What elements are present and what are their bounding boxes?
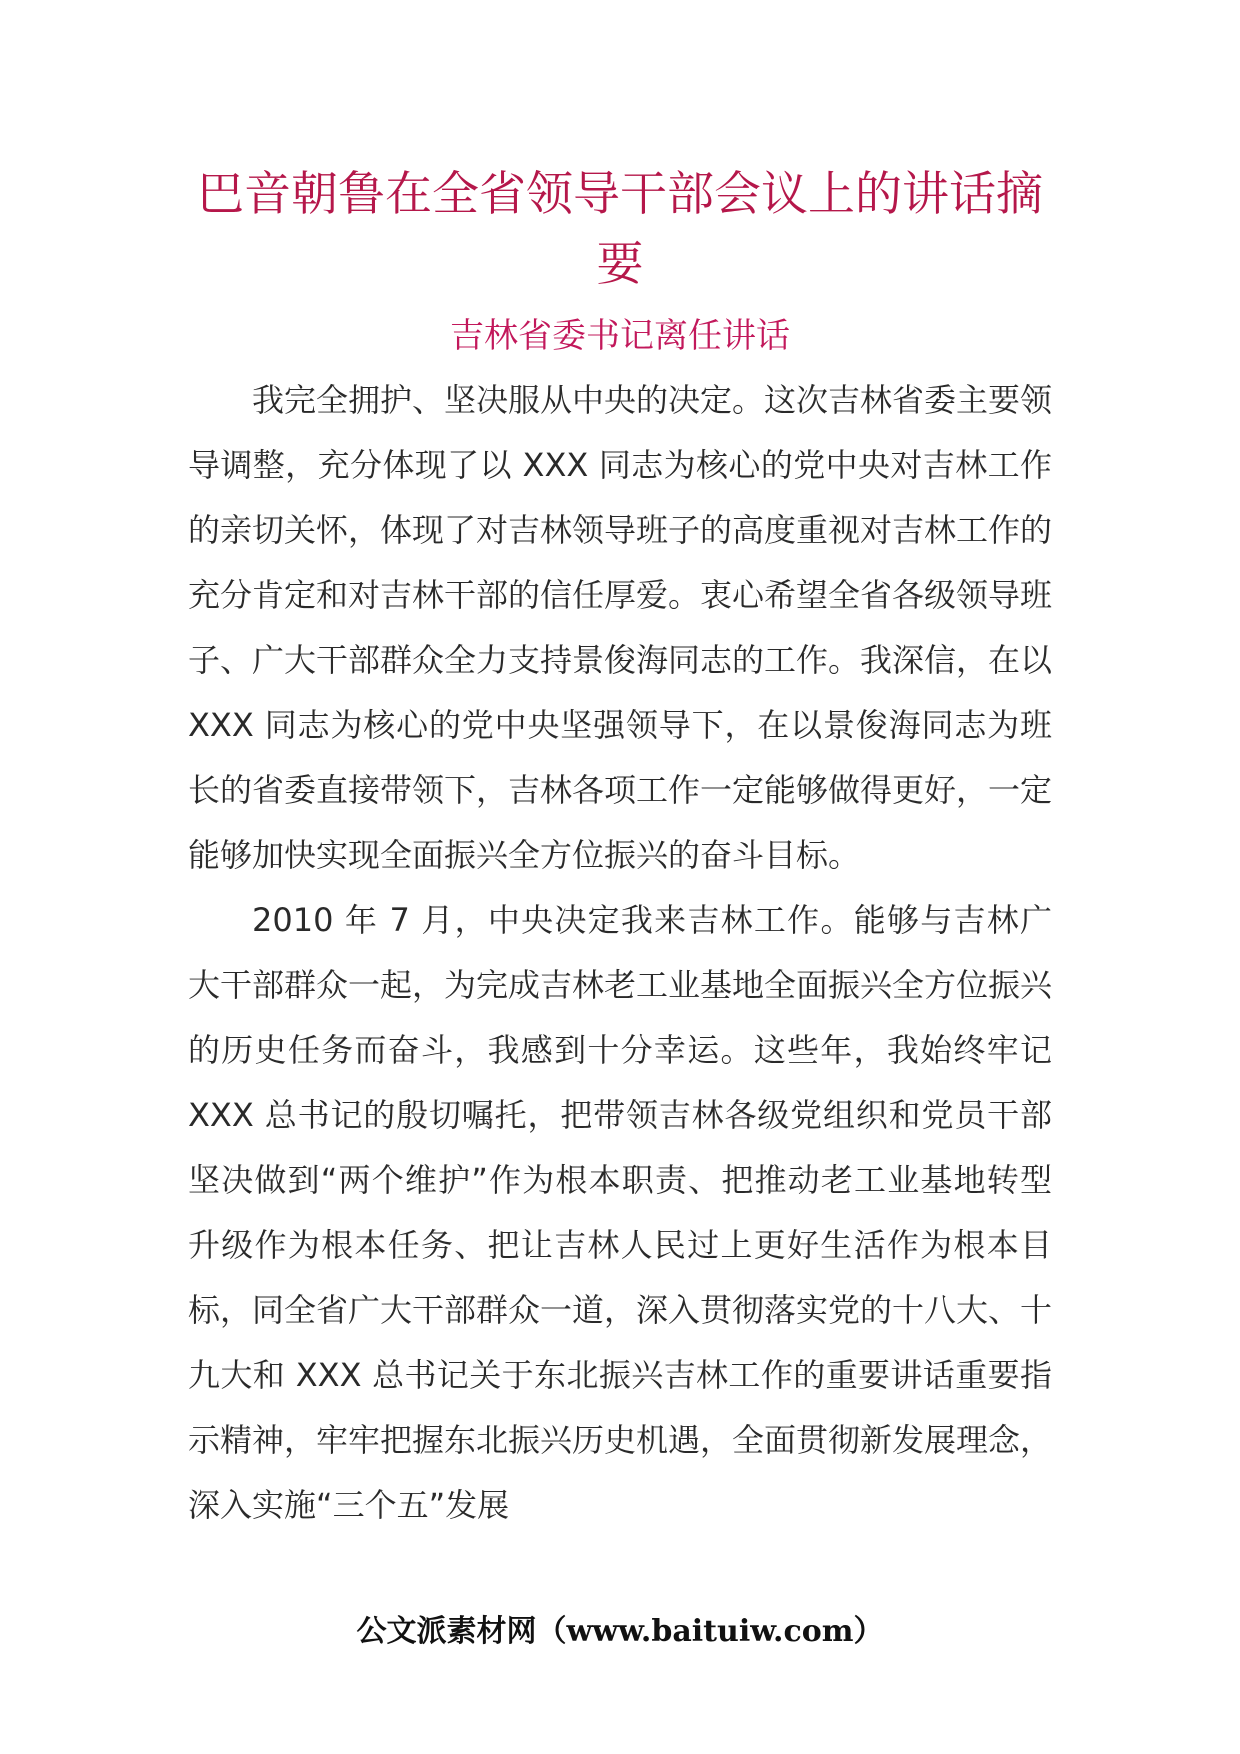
footer-source: 公文派素材网（www.baituiw.com） xyxy=(356,1614,884,1649)
document-body xyxy=(188,368,1052,1538)
body-paragraph-2: 2010 年 7 月，中央决定我来吉林工作。能够与吉林广大干部群众一起，为完成吉林老工业基地全面振兴全方位振兴的历史任务而奋斗，我感到十分幸运。这些年，我始终牢记 XXX 总书记的殷切嘱托，把带领吉林各级党组织和党员干部坚决做到“两个维护”作为根本职责、把推动老工业基地转型升级作为根本任务、把让吉林人民过上更好生活作为根本目标，同全省广大干部群众一道，深入贯彻落实党的十八大、十九大和 XXX 总书记关于东北振兴吉林工作的重要讲话重要指示精神，牢牢把握东北振兴历史机遇，全面贯彻新发展理念，深入实施“三个五”发展 xyxy=(188,901,1053,1524)
document-page xyxy=(188,160,1052,1538)
document-title: 巴音朝鲁在全省领导干部会议上的讲话摘要 xyxy=(197,167,1043,292)
body-paragraph-1: 我完全拥护、坚决服从中央的决定。这次吉林省委主要领导调整，充分体现了以 XXX 同志为核心的党中央对吉林工作的亲切关怀，体现了对吉林领导班子的高度重视对吉林工作的充分肯定和对吉林干部的信任厚爱。衷心希望全省各级领导班子、广大干部群众全力支持景俊海同志的工作。我深信，在以 XXX 同志为核心的党中央坚强领导下，在以景俊海同志为班长的省委直接带领下，吉林各项工作一定能够做得更好，一定能够加快实现全面振兴全方位振兴的奋斗目标。 xyxy=(188,381,1053,874)
document-subtitle: 吉林省委书记离任讲话 xyxy=(450,316,790,356)
